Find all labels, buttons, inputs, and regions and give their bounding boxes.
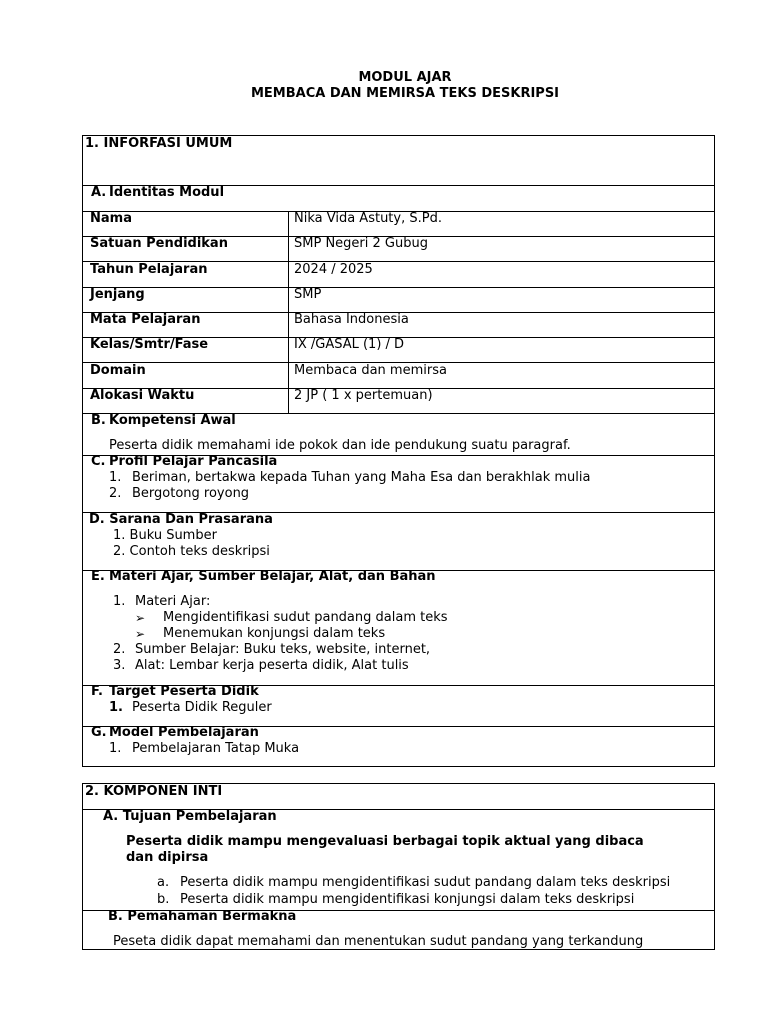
kompetensi-letter: B.	[91, 413, 106, 428]
row-label-jenjang: Jenjang	[90, 287, 145, 302]
profil-letter: C.	[91, 454, 106, 469]
row-value-tahun: 2024 / 2025	[294, 262, 373, 277]
pemahaman-heading: B. Pemahaman Bermakna	[108, 909, 297, 924]
row-label-tahun: Tahun Pelajaran	[90, 262, 208, 277]
profil-item-1: Beriman, bertakwa kepada Tuhan yang Maha Esa dan berakhlak mulia	[132, 470, 591, 485]
row-value-domain: Membaca dan memirsa	[294, 363, 447, 378]
row-value-mapel: Bahasa Indonesia	[294, 312, 409, 327]
profil-heading: Profil Pelajar Pancasila	[109, 454, 278, 469]
profil-item-2-num: 2.	[109, 486, 122, 501]
row-label-mapel: Mata Pelajaran	[90, 312, 201, 327]
section-informasi-umum	[82, 135, 715, 767]
arrow-bullet-icon: ➢	[135, 611, 146, 625]
tujuan-item-a-letter: a.	[157, 875, 170, 890]
section-2-title: 2. KOMPONEN INTI	[85, 784, 223, 799]
kompetensi-heading: Kompetensi Awal	[109, 413, 236, 428]
model-item: Pembelajaran Tatap Muka	[132, 741, 300, 756]
model-heading: Model Pembelajaran	[109, 725, 259, 740]
document-title: MODUL AJAR	[358, 70, 452, 85]
target-heading: Target Peserta Didik	[109, 684, 259, 699]
identitas-letter: A.	[91, 185, 107, 200]
target-item: Peserta Didik Reguler	[132, 700, 272, 715]
kompetensi-text: Peserta didik memahami ide pokok dan ide pendukung suatu paragraf.	[109, 438, 571, 453]
arrow-bullet-icon: ➢	[135, 627, 146, 641]
target-letter: F.	[91, 684, 103, 699]
model-item-num: 1.	[109, 741, 122, 756]
materi-heading: Materi Ajar, Sumber Belajar, Alat, dan Bahan	[109, 569, 436, 584]
sarana-heading: D. Sarana Dan Prasarana	[89, 512, 273, 527]
column-divider	[288, 211, 289, 413]
divider	[83, 287, 714, 288]
materi-item-2: Sumber Belajar: Buku teks, website, internet,	[135, 642, 431, 657]
tujuan-heading: A. Tujuan Pembelajaran	[103, 809, 277, 824]
tujuan-goal-line-2: dan dipirsa	[126, 850, 209, 865]
profil-item-2: Bergotong royong	[132, 486, 250, 501]
document-subtitle: MEMBACA DAN MEMIRSA TEKS DESKRIPSI	[250, 86, 560, 101]
target-item-num: 1.	[109, 700, 123, 715]
materi-subitem-2: Menemukan konjungsi dalam teks	[163, 626, 386, 641]
section-komponen-inti	[82, 783, 715, 950]
row-label-kelas: Kelas/Smtr/Fase	[90, 337, 209, 352]
tujuan-item-b: Peserta didik mampu mengidentifikasi konjungsi dalam teks deskripsi	[180, 892, 635, 907]
tujuan-goal-line-1: Peserta didik mampu mengevaluasi berbagai topik aktual yang dibaca	[126, 834, 644, 849]
identitas-heading: Identitas Modul	[109, 185, 225, 200]
model-letter: G.	[91, 725, 107, 740]
pemahaman-text: Peseta didik dapat memahami dan menentukan sudut pandang yang terkandung	[113, 934, 644, 949]
tujuan-item-a: Peserta didik mampu mengidentifikasi sudut pandang dalam teks deskripsi	[180, 875, 671, 890]
row-value-alokasi: 2 JP ( 1 x pertemuan)	[294, 388, 433, 403]
materi-item-3: Alat: Lembar kerja peserta didik, Alat tulis	[135, 658, 409, 673]
section-1-title: 1. INFORFASI UMUM	[85, 136, 233, 151]
materi-letter: E.	[91, 569, 105, 584]
row-label-domain: Domain	[90, 363, 146, 378]
row-value-satuan: SMP Negeri 2 Gubug	[294, 236, 428, 251]
row-label-satuan: Satuan Pendidikan	[90, 236, 228, 251]
tujuan-item-b-letter: b.	[157, 892, 170, 907]
profil-item-1-num: 1.	[109, 470, 122, 485]
row-value-nama: Nika Vida Astuty, S.Pd.	[294, 211, 442, 226]
sarana-item-2: 2. Contoh teks deskripsi	[113, 544, 270, 559]
materi-item-3-num: 3.	[113, 658, 126, 673]
materi-item-1-num: 1.	[113, 594, 126, 609]
row-label-alokasi: Alokasi Waktu	[90, 388, 195, 403]
materi-item-2-num: 2.	[113, 642, 126, 657]
row-value-kelas: IX /GASAL (1) / D	[294, 337, 405, 352]
row-label-nama: Nama	[90, 211, 132, 226]
row-value-jenjang: SMP	[294, 287, 322, 302]
materi-item-1: Materi Ajar:	[135, 594, 211, 609]
materi-subitem-1: Mengidentifikasi sudut pandang dalam teks	[163, 610, 448, 625]
sarana-item-1: 1. Buku Sumber	[113, 528, 217, 543]
